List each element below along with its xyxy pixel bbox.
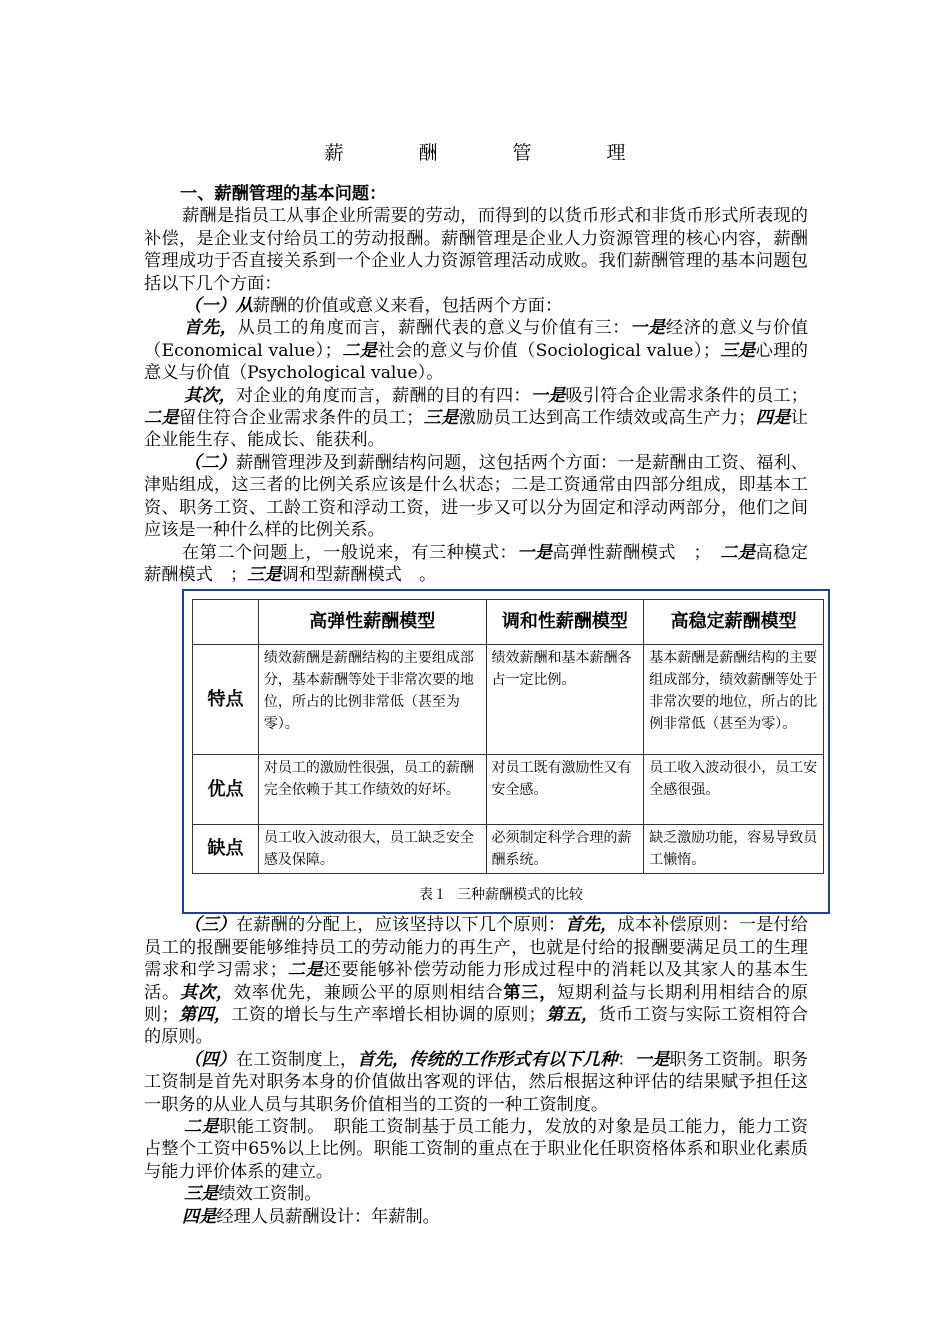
paragraph-annual-salary (144, 1206, 808, 1228)
paragraph-performance-wage (144, 1183, 808, 1205)
table-cell: 绩效薪酬和基本薪酬各占一定比例。 (486, 645, 644, 755)
row-header-cell: 优点 (193, 755, 259, 825)
item-label: （三） (184, 915, 237, 936)
section-heading: 一、薪酬管理的基本问题： (180, 184, 387, 204)
page-title: 薪 酬 管 理 (324, 142, 654, 164)
paragraph-text: ： (617, 1049, 635, 1070)
paragraph-text: 职务工资制。职务工资制是首先对职务本身的价值做出客观的评估，然后根据这种评估的结果赋予担任这一职务的从业人员与其职务价值相当的工资的一种工资制度。 (144, 1049, 808, 1115)
paragraph-value (144, 295, 808, 317)
paragraph-structure (144, 452, 808, 542)
emphasis: 二是 (286, 960, 324, 981)
paragraph-text: 激励员工达到高工作绩效或高生产力； (458, 408, 756, 429)
paragraph-modes (144, 542, 808, 587)
emphasis: 首先， (184, 318, 238, 339)
paragraph-text: 留住符合企业需求条件的员工； (178, 408, 424, 429)
paragraph-competency-wage (144, 1116, 808, 1183)
emphasis: 一是 (517, 542, 553, 563)
emphasis: 第三， (503, 982, 558, 1003)
emphasis: 二是 (184, 1116, 220, 1137)
emphasis: 其次， (179, 982, 234, 1003)
paragraph-text: 在工资制度上， (236, 1049, 358, 1070)
paragraph-text: 还要能够补偿劳动能力形成过程中的消耗以及其家人的基本生活。 (144, 960, 808, 1003)
emphasis: 第五， (545, 1004, 599, 1025)
item-label: （一）从 (184, 296, 253, 317)
paragraph-employee-view (144, 317, 808, 384)
intro-paragraph: 薪酬是指员工从事企业所需要的劳动，而得到的以货币形式和非货币形式所表现的补偿，是企业支付给员工的劳动报酬。薪酬管理是企业人力资源管理的核心内容，薪酬管理成功于否直接关系到一个企业人力资源管理活动成败。我们薪酬管理的基本问题包括以下几个方面： (144, 206, 808, 294)
paragraph-text: 让企业能生存、能成长、能获利。 (144, 408, 808, 451)
item-label: （四） (184, 1049, 237, 1070)
paragraph-text: 薪酬管理涉及到薪酬结构问题，这包括两个方面：一是薪酬由工资、福利、津贴组成，这三者的比例关系应该是什么状态；二是工资通常由四部分组成，即基本工资、职务工资、工龄工资和浮动工资，进一步又可以分为固定和浮动两部分，他们之间应该是一种什么样的比例关系。 (144, 452, 808, 541)
paragraph-text: 成本补偿原则：一是付给员工的报酬要能够维持员工的劳动能力的再生产，也就是付给的报酬要满足员工的生理需求和学习需求； (144, 915, 808, 981)
table-header-cell (193, 600, 259, 645)
paragraph-text: 对企业的角度而言，薪酬的目的有四： (236, 385, 531, 406)
emphasis: 三是 (247, 564, 282, 585)
emphasis: 二是 (720, 542, 756, 563)
table-row (193, 825, 824, 874)
document-body (144, 183, 818, 1228)
paragraph-text: 从员工的角度而言，薪酬代表的意义与价值有三： (237, 318, 631, 339)
table-row (193, 755, 824, 825)
paragraph-text: 效率优先，兼顾公平的原则相结合 (233, 982, 504, 1003)
paragraph-text: 职能工资制。 职能工资制基于员工能力，发放的对象是员工能力，能力工资占整个工资中65%以上比例。职能工资制的重点在于职业化任职资格体系和职业化素质与能力评价体系的建立。 (144, 1116, 808, 1182)
paragraph-text: 高稳定薪酬模式 ； (144, 542, 808, 585)
table-cell: 绩效薪酬是薪酬结构的主要组成部分，基本薪酬等处于非常次要的地位，所占的比例非常低（甚至为零）。 (258, 645, 486, 755)
paragraph-text: 在第二个问题上，一般说来，有三种模式： (182, 542, 518, 563)
table-cell: 必须制定科学合理的薪酬系统。 (486, 825, 644, 874)
comparison-table (192, 599, 824, 874)
comparison-table-figure (182, 589, 830, 914)
paragraph-principles (144, 914, 808, 1048)
table-cell: 员工收入波动很小，员工安全感很强。 (644, 755, 824, 825)
paragraph-text: 短期利益与长期利用相结合的原则； (144, 982, 808, 1025)
emphasis: 一是 (634, 1049, 670, 1070)
paragraph-text: 调和型薪酬模式 。 (281, 564, 437, 585)
paragraph-text: 吸引符合企业需求条件的员工； (565, 385, 808, 406)
table-cell: 员工收入波动很大，员工缺乏安全感及保障。 (258, 825, 486, 874)
table-caption (184, 884, 828, 906)
table-header-cell: 高稳定薪酬模型 (644, 600, 824, 645)
paragraph-text: 在薪酬的分配上，应该坚持以下几个原则： (236, 915, 566, 936)
paragraph-text: 货币工资与实际工资相符合的原则。 (144, 1004, 808, 1048)
emphasis: 二是 (341, 340, 378, 361)
emphasis: 三是 (184, 1184, 219, 1205)
emphasis: 其次， (184, 385, 237, 406)
item-label: （二） (184, 452, 237, 473)
paragraph-text: 社会的意义与价值（Sociological value）； (377, 340, 721, 361)
table-cell: 对员工的激励性很强，员工的薪酬完全依赖于其工作绩效的好坏。 (258, 755, 486, 825)
paragraph-wage-system (144, 1049, 808, 1116)
paragraph-text: 高弹性薪酬模式 ； (552, 542, 721, 563)
emphasis: 二是 (144, 408, 179, 429)
paragraph-text: 心理的意义与价值（Psychological value）。 (144, 340, 808, 384)
caption-number: 表１ (419, 886, 447, 903)
emphasis: 首先， (565, 915, 618, 936)
emphasis: 一是 (630, 318, 666, 339)
emphasis: 首先，传统的工作形式有以下几种 (357, 1049, 618, 1070)
table-header-row (193, 600, 824, 645)
emphasis: 四是 (182, 1206, 217, 1227)
emphasis: 第四， (178, 1004, 232, 1025)
row-header-cell: 特点 (193, 645, 259, 755)
caption-text: 三种薪酬模式的比较 (457, 886, 583, 903)
paragraph-text: 经理人员薪酬设计：年薪制。 (216, 1206, 440, 1227)
table-cell: 基本薪酬是薪酬结构的主要组成部分，绩效薪酬等处于非常次要的地位，所占的比例非常低（甚至为零）。 (644, 645, 824, 755)
paragraph-text: 绩效工资制。 (218, 1184, 322, 1205)
table-row (193, 645, 824, 755)
paragraph-enterprise-view (144, 385, 808, 452)
emphasis: 三是 (423, 408, 459, 429)
table-cell: 缺乏激励功能，容易导致员工懒惰。 (644, 825, 824, 874)
emphasis: 三是 (720, 340, 756, 361)
row-header-cell: 缺点 (193, 825, 259, 874)
paragraph-text: 工资的增长与生产率增长相协调的原则； (231, 1004, 546, 1025)
emphasis: 一是 (530, 385, 566, 406)
table-header-cell: 高弹性薪酬模型 (258, 600, 486, 645)
emphasis: 四是 (755, 408, 791, 429)
table-header-cell: 调和性薪酬模型 (486, 600, 644, 645)
paragraph-text: 薪酬的价值或意义来看，包括两个方面： (252, 296, 563, 317)
paragraph-text: 经济的意义与价值（Economical value）； (144, 318, 808, 361)
table-cell: 对员工既有激励性又有安全感。 (486, 755, 644, 825)
